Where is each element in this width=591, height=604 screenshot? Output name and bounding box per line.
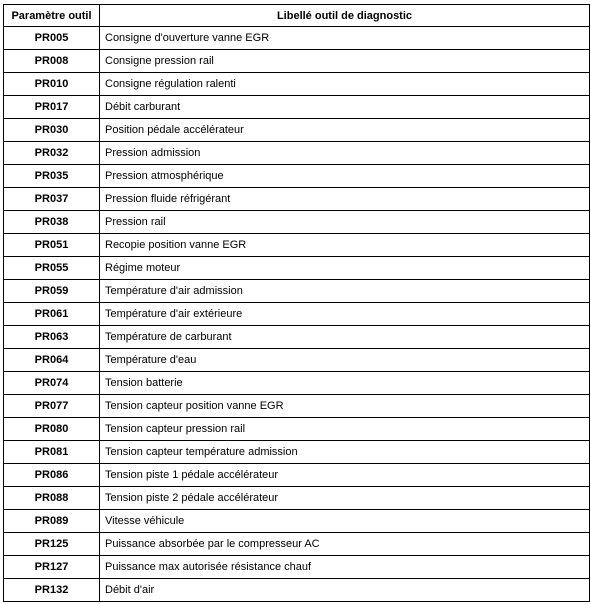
parameter-code: PR038: [4, 211, 100, 234]
parameter-code: PR089: [4, 510, 100, 533]
table-row: [4, 579, 590, 602]
table-row: [4, 349, 590, 372]
parameter-label: Tension piste 1 pédale accélérateur: [100, 464, 590, 487]
parameter-label: Vitesse véhicule: [100, 510, 590, 533]
parameter-label: Pression rail: [100, 211, 590, 234]
parameter-code: PR077: [4, 395, 100, 418]
parameter-code: PR032: [4, 142, 100, 165]
parameter-label: Température de carburant: [100, 326, 590, 349]
parameter-code: PR088: [4, 487, 100, 510]
parameter-label: Pression atmosphérique: [100, 165, 590, 188]
parameter-label: Tension batterie: [100, 372, 590, 395]
table-row: [4, 142, 590, 165]
header-parameter: Paramètre outil: [4, 5, 100, 27]
parameter-label: Consigne régulation ralenti: [100, 73, 590, 96]
parameter-code: PR051: [4, 234, 100, 257]
table-row: [4, 27, 590, 50]
table-row: [4, 326, 590, 349]
parameter-label: Consigne d'ouverture vanne EGR: [100, 27, 590, 50]
parameter-code: PR081: [4, 441, 100, 464]
parameter-label: Température d'air admission: [100, 280, 590, 303]
table-row: [4, 257, 590, 280]
parameter-code: PR080: [4, 418, 100, 441]
table-body: [4, 27, 590, 602]
diagnostic-parameters-table: [3, 4, 590, 602]
table-row: [4, 73, 590, 96]
parameter-code: PR008: [4, 50, 100, 73]
table-row: [4, 165, 590, 188]
parameter-code: PR061: [4, 303, 100, 326]
table-row: [4, 211, 590, 234]
table-row: [4, 234, 590, 257]
table-row: [4, 556, 590, 579]
parameter-code: PR005: [4, 27, 100, 50]
parameter-code: PR063: [4, 326, 100, 349]
parameter-label: Position pédale accélérateur: [100, 119, 590, 142]
table-row: [4, 119, 590, 142]
parameter-label: Débit d'air: [100, 579, 590, 602]
parameter-code: PR017: [4, 96, 100, 119]
parameter-label: Pression fluide réfrigérant: [100, 188, 590, 211]
parameter-code: PR059: [4, 280, 100, 303]
table-header-row: [4, 5, 590, 27]
table-row: [4, 96, 590, 119]
table-row: [4, 372, 590, 395]
table-row: [4, 464, 590, 487]
parameter-code: PR030: [4, 119, 100, 142]
table-row: [4, 441, 590, 464]
parameter-code: PR010: [4, 73, 100, 96]
parameter-label: Tension capteur pression rail: [100, 418, 590, 441]
table-row: [4, 533, 590, 556]
parameter-code: PR127: [4, 556, 100, 579]
table-row: [4, 280, 590, 303]
table-row: [4, 487, 590, 510]
parameter-code: PR064: [4, 349, 100, 372]
parameter-code: PR035: [4, 165, 100, 188]
table-row: [4, 510, 590, 533]
parameter-code: PR086: [4, 464, 100, 487]
parameter-code: PR125: [4, 533, 100, 556]
table-row: [4, 188, 590, 211]
parameter-label: Température d'air extérieure: [100, 303, 590, 326]
parameter-code: PR055: [4, 257, 100, 280]
parameter-label: Régime moteur: [100, 257, 590, 280]
table-row: [4, 50, 590, 73]
parameter-label: Débit carburant: [100, 96, 590, 119]
parameter-code: PR037: [4, 188, 100, 211]
parameter-label: Tension piste 2 pédale accélérateur: [100, 487, 590, 510]
parameter-label: Tension capteur température admission: [100, 441, 590, 464]
table-row: [4, 303, 590, 326]
parameter-label: Consigne pression rail: [100, 50, 590, 73]
header-label: Libellé outil de diagnostic: [100, 5, 590, 27]
parameter-label: Puissance max autorisée résistance chauf: [100, 556, 590, 579]
parameter-label: Tension capteur position vanne EGR: [100, 395, 590, 418]
parameter-label: Température d'eau: [100, 349, 590, 372]
parameter-label: Pression admission: [100, 142, 590, 165]
parameter-label: Puissance absorbée par le compresseur AC: [100, 533, 590, 556]
parameter-code: PR132: [4, 579, 100, 602]
table-row: [4, 395, 590, 418]
table-row: [4, 418, 590, 441]
parameter-label: Recopie position vanne EGR: [100, 234, 590, 257]
parameter-code: PR074: [4, 372, 100, 395]
